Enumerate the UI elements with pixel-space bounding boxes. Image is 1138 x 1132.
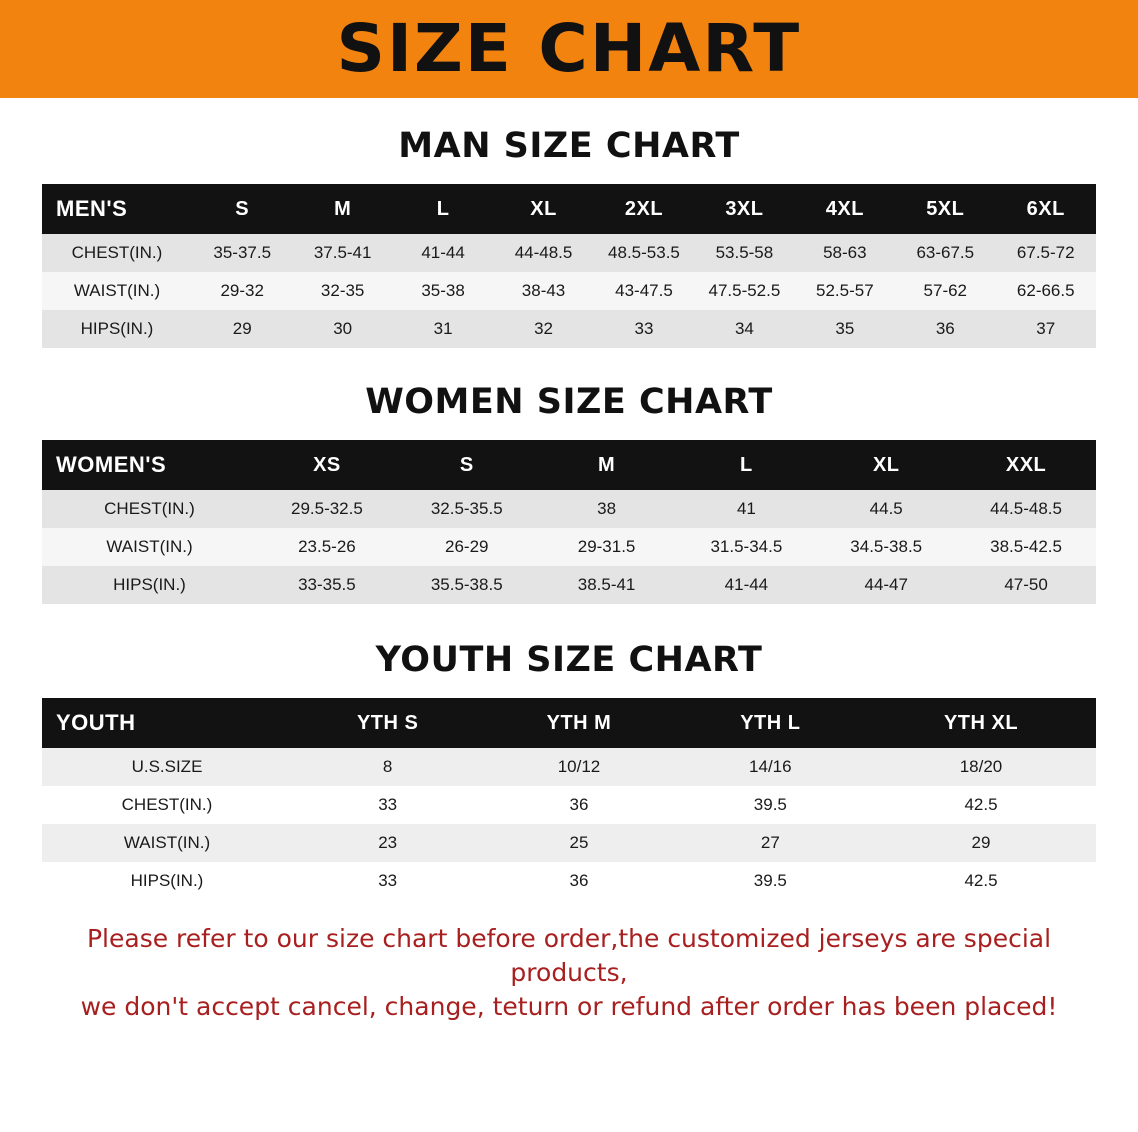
- table-cell: 23.5-26: [257, 528, 397, 566]
- table-cell: 47-50: [956, 566, 1096, 604]
- youth-header-cell: YTH S: [292, 698, 483, 748]
- table-cell: 25: [483, 824, 674, 862]
- table-cell: 34: [694, 310, 794, 348]
- table-cell: 39.5: [675, 786, 866, 824]
- table-cell: 35-38: [393, 272, 493, 310]
- row-label: WAIST(IN.): [42, 824, 292, 862]
- banner: [0, 0, 1138, 98]
- table-cell: 48.5-53.5: [594, 234, 694, 272]
- table-row: [42, 786, 1096, 824]
- women-header-cell: M: [537, 440, 677, 490]
- table-cell: 33-35.5: [257, 566, 397, 604]
- table-cell: 33: [594, 310, 694, 348]
- table-cell: 57-62: [895, 272, 995, 310]
- table-cell: 47.5-52.5: [694, 272, 794, 310]
- table-cell: 67.5-72: [996, 234, 1097, 272]
- table-row: [42, 748, 1096, 786]
- table-cell: 41: [676, 490, 816, 528]
- table-cell: 42.5: [866, 862, 1096, 900]
- table-cell: 36: [483, 862, 674, 900]
- table-cell: 36: [483, 786, 674, 824]
- row-label: HIPS(IN.): [42, 862, 292, 900]
- table-row: [42, 272, 1096, 310]
- man-table-body: [42, 234, 1096, 348]
- table-header-row: [42, 184, 1096, 234]
- man-header-cell: 5XL: [895, 184, 995, 234]
- table-cell: 10/12: [483, 748, 674, 786]
- man-header-cell: MEN'S: [42, 184, 192, 234]
- man-header-cell: S: [192, 184, 292, 234]
- table-cell: 39.5: [675, 862, 866, 900]
- women-header-cell: S: [397, 440, 537, 490]
- table-cell: 58-63: [795, 234, 895, 272]
- table-row: [42, 824, 1096, 862]
- youth-header-cell: YTH L: [675, 698, 866, 748]
- women-header-cell: XL: [816, 440, 956, 490]
- note-line-1: Please refer to our size chart before order,the customized jerseys are special products,: [86, 924, 1052, 987]
- table-cell: 44-47: [816, 566, 956, 604]
- table-cell: 26-29: [397, 528, 537, 566]
- women-table-body: [42, 490, 1096, 604]
- table-row: [42, 310, 1096, 348]
- women-table-wrap: [42, 440, 1096, 604]
- row-label: CHEST(IN.): [42, 234, 192, 272]
- man-header-cell: 3XL: [694, 184, 794, 234]
- table-cell: 38.5-41: [537, 566, 677, 604]
- table-cell: 53.5-58: [694, 234, 794, 272]
- man-table-wrap: [42, 184, 1096, 348]
- table-cell: 44-48.5: [493, 234, 593, 272]
- table-cell: 32: [493, 310, 593, 348]
- table-cell: 35-37.5: [192, 234, 292, 272]
- row-label: U.S.SIZE: [42, 748, 292, 786]
- women-section-title: WOMEN SIZE CHART: [365, 382, 773, 422]
- table-cell: 31: [393, 310, 493, 348]
- table-cell: 23: [292, 824, 483, 862]
- table-cell: 62-66.5: [996, 272, 1097, 310]
- table-cell: 18/20: [866, 748, 1096, 786]
- table-cell: 44.5-48.5: [956, 490, 1096, 528]
- table-cell: 52.5-57: [795, 272, 895, 310]
- row-label: CHEST(IN.): [42, 786, 292, 824]
- man-header-cell: XL: [493, 184, 593, 234]
- table-cell: 30: [292, 310, 392, 348]
- table-cell: 34.5-38.5: [816, 528, 956, 566]
- women-header-cell: WOMEN'S: [42, 440, 257, 490]
- table-cell: 42.5: [866, 786, 1096, 824]
- table-cell: 41-44: [393, 234, 493, 272]
- women-header-cell: L: [676, 440, 816, 490]
- row-label: WAIST(IN.): [42, 528, 257, 566]
- table-row: [42, 862, 1096, 900]
- youth-table-wrap: [42, 698, 1096, 900]
- table-cell: 36: [895, 310, 995, 348]
- table-cell: 63-67.5: [895, 234, 995, 272]
- table-cell: 29-32: [192, 272, 292, 310]
- table-cell: 32.5-35.5: [397, 490, 537, 528]
- youth-table-head: [42, 698, 1096, 748]
- table-row: [42, 528, 1096, 566]
- man-size-table: [42, 184, 1096, 348]
- table-cell: 38-43: [493, 272, 593, 310]
- table-cell: 43-47.5: [594, 272, 694, 310]
- note-line-2: we don't accept cancel, change, teturn or refund after order has been placed!: [80, 991, 1058, 1021]
- table-row: [42, 490, 1096, 528]
- youth-header-cell: YTH M: [483, 698, 674, 748]
- table-row: [42, 234, 1096, 272]
- youth-section-title: YOUTH SIZE CHART: [375, 640, 763, 680]
- youth-header-cell: YOUTH: [42, 698, 292, 748]
- table-cell: 32-35: [292, 272, 392, 310]
- table-cell: 37.5-41: [292, 234, 392, 272]
- man-header-cell: 4XL: [795, 184, 895, 234]
- youth-header-cell: YTH XL: [866, 698, 1096, 748]
- table-cell: 35: [795, 310, 895, 348]
- man-header-cell: 6XL: [996, 184, 1097, 234]
- table-row: [42, 566, 1096, 604]
- table-cell: 41-44: [676, 566, 816, 604]
- man-section-title: MAN SIZE CHART: [398, 126, 740, 166]
- banner-title: SIZE CHART: [336, 10, 802, 87]
- row-label: CHEST(IN.): [42, 490, 257, 528]
- table-cell: 31.5-34.5: [676, 528, 816, 566]
- man-header-cell: 2XL: [594, 184, 694, 234]
- man-header-cell: L: [393, 184, 493, 234]
- table-cell: 35.5-38.5: [397, 566, 537, 604]
- table-cell: 33: [292, 786, 483, 824]
- table-header-row: [42, 440, 1096, 490]
- table-cell: 44.5: [816, 490, 956, 528]
- man-header-cell: M: [292, 184, 392, 234]
- women-size-table: [42, 440, 1096, 604]
- table-cell: 38: [537, 490, 677, 528]
- women-header-cell: XS: [257, 440, 397, 490]
- women-table-head: [42, 440, 1096, 490]
- table-cell: 37: [996, 310, 1097, 348]
- youth-size-table: [42, 698, 1096, 900]
- man-table-head: [42, 184, 1096, 234]
- table-cell: 38.5-42.5: [956, 528, 1096, 566]
- table-cell: 29.5-32.5: [257, 490, 397, 528]
- youth-table-body: [42, 748, 1096, 900]
- table-cell: 8: [292, 748, 483, 786]
- table-header-row: [42, 698, 1096, 748]
- table-cell: 14/16: [675, 748, 866, 786]
- women-header-cell: XXL: [956, 440, 1096, 490]
- row-label: HIPS(IN.): [42, 566, 257, 604]
- row-label: HIPS(IN.): [42, 310, 192, 348]
- return-policy-note: [40, 922, 1098, 1023]
- table-cell: 29-31.5: [537, 528, 677, 566]
- table-cell: 29: [192, 310, 292, 348]
- table-cell: 33: [292, 862, 483, 900]
- table-cell: 29: [866, 824, 1096, 862]
- row-label: WAIST(IN.): [42, 272, 192, 310]
- table-cell: 27: [675, 824, 866, 862]
